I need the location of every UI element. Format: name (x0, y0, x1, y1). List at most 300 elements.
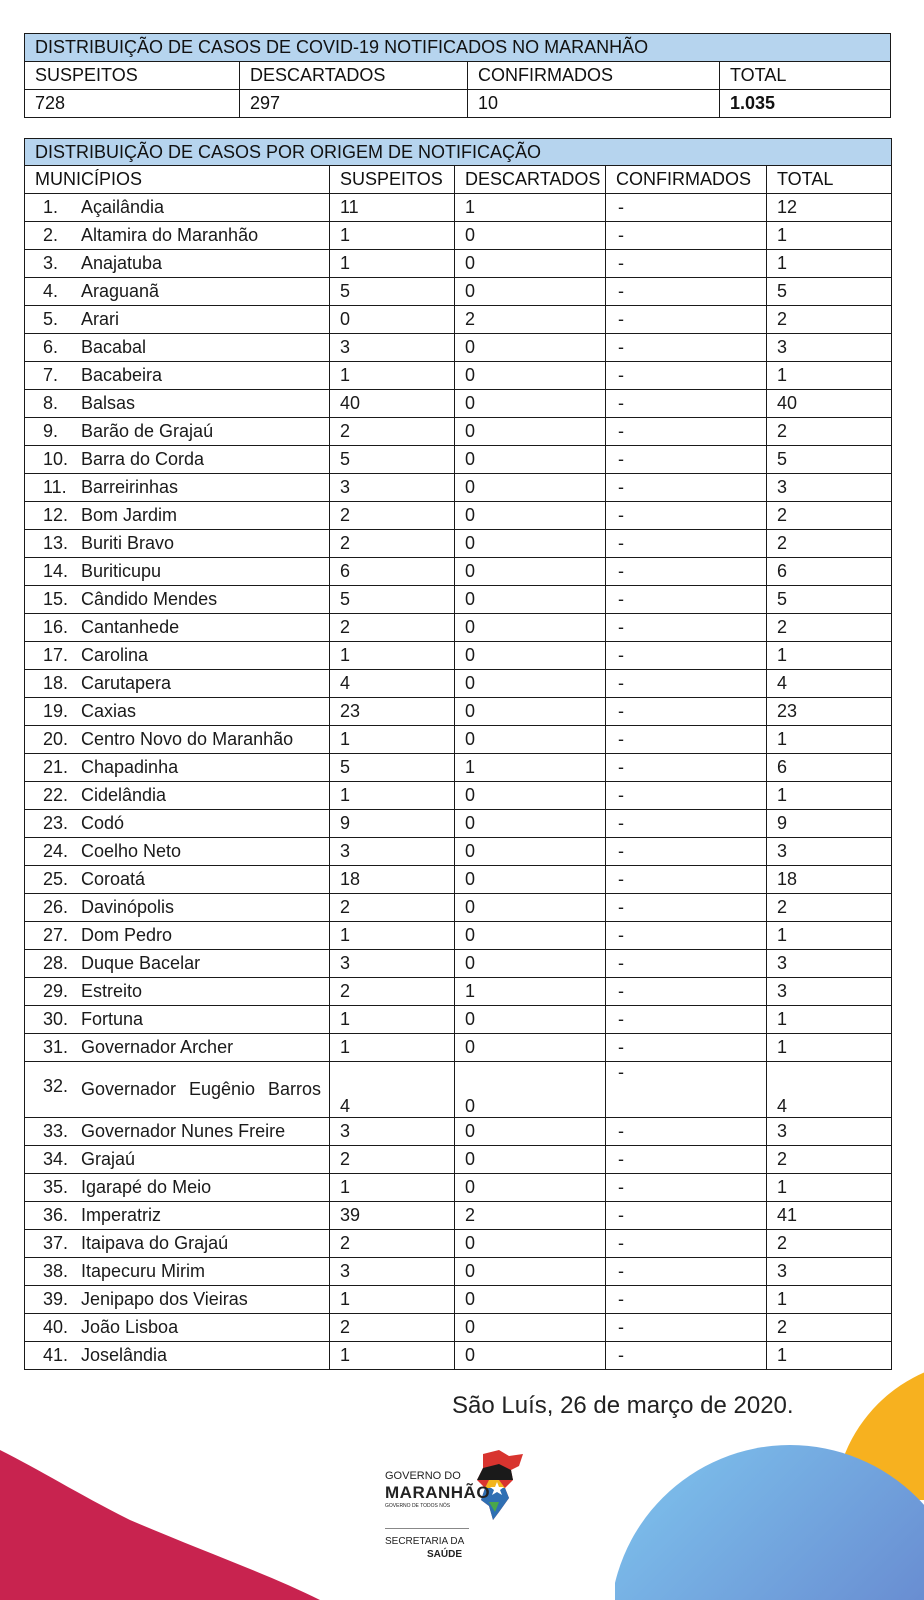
cell-confirmados: - (606, 306, 767, 334)
municipio-name: Dom Pedro (81, 925, 173, 945)
cell-descartados: 0 (455, 1286, 606, 1314)
decorative-blue-circle (615, 1440, 924, 1600)
municipio-name: Duque Bacelar (81, 953, 201, 973)
municipio-name: Estreito (81, 981, 143, 1001)
table-row (25, 1286, 892, 1314)
municipio-name: Fortuna (81, 1009, 144, 1029)
cell-descartados: 0 (455, 614, 606, 642)
cell-total: 1 (767, 782, 892, 810)
summary-table (24, 33, 891, 118)
cell-descartados: 0 (455, 922, 606, 950)
cell-descartados: 0 (455, 642, 606, 670)
cell-descartados: 0 (455, 502, 606, 530)
row-number: 2. (43, 225, 59, 245)
table-row (25, 306, 892, 334)
cases-header-suspeitos: SUSPEITOS (330, 166, 455, 194)
cell-municipio (25, 838, 330, 866)
cell-municipio (25, 670, 330, 698)
cell-municipio (25, 1006, 330, 1034)
municipio-name: Carutapera (81, 673, 172, 693)
cell-municipio (25, 698, 330, 726)
cell-descartados: 0 (455, 1118, 606, 1146)
cell-suspeitos: 1 (330, 1342, 455, 1370)
municipio-name: Cidelândia (81, 785, 167, 805)
cell-total: 9 (767, 810, 892, 838)
cell-total: 2 (767, 530, 892, 558)
cell-descartados: 0 (455, 334, 606, 362)
cell-confirmados: - (606, 1146, 767, 1174)
cell-suspeitos: 1 (330, 222, 455, 250)
table-row (25, 194, 892, 222)
municipio-name: Coroatá (81, 869, 146, 889)
row-number: 11. (43, 477, 67, 497)
cell-municipio (25, 810, 330, 838)
cell-total: 5 (767, 446, 892, 474)
cell-suspeitos: 2 (330, 1146, 455, 1174)
municipio-name: Buriti Bravo (81, 533, 175, 553)
table-row (25, 1230, 892, 1258)
table-row (25, 810, 892, 838)
cell-descartados: 0 (455, 362, 606, 390)
cell-descartados: 0 (455, 670, 606, 698)
cell-municipio (25, 1146, 330, 1174)
cell-suspeitos: 3 (330, 950, 455, 978)
cell-confirmados: - (606, 194, 767, 222)
cell-confirmados: - (606, 1174, 767, 1202)
cell-descartados: 0 (455, 838, 606, 866)
cell-descartados: 0 (455, 418, 606, 446)
cell-suspeitos: 2 (330, 1314, 455, 1342)
cell-suspeitos: 1 (330, 922, 455, 950)
table-row (25, 670, 892, 698)
cell-municipio (25, 418, 330, 446)
cell-confirmados: - (606, 1006, 767, 1034)
cell-confirmados: - (606, 810, 767, 838)
cell-total: 3 (767, 950, 892, 978)
cell-confirmados: - (606, 894, 767, 922)
cell-total: 4 (767, 1062, 892, 1118)
cell-suspeitos: 6 (330, 558, 455, 586)
row-number: 33. (43, 1121, 69, 1141)
row-number: 25. (43, 869, 69, 889)
cell-suspeitos: 3 (330, 1258, 455, 1286)
table-row (25, 586, 892, 614)
row-number: 34. (43, 1149, 69, 1169)
row-number: 9. (43, 421, 59, 441)
cell-total: 3 (767, 1118, 892, 1146)
row-number: 12. (43, 505, 69, 525)
municipio-name: Bacabal (81, 337, 147, 357)
cell-descartados: 0 (455, 446, 606, 474)
cell-suspeitos: 5 (330, 446, 455, 474)
cell-suspeitos: 11 (330, 194, 455, 222)
cell-confirmados: - (606, 558, 767, 586)
table-row (25, 1146, 892, 1174)
table-row (25, 1006, 892, 1034)
cell-total: 1 (767, 1342, 892, 1370)
cell-confirmados: - (606, 1342, 767, 1370)
cell-confirmados: - (606, 362, 767, 390)
municipio-name: Jenipapo dos Vieiras (81, 1289, 248, 1309)
municipio-name: Bacabeira (81, 365, 163, 385)
table-row (25, 1062, 892, 1118)
cell-confirmados: - (606, 334, 767, 362)
table-row (25, 978, 892, 1006)
cases-header-total: TOTAL (767, 166, 892, 194)
municipio-name: Governador Eugênio Barros (81, 1079, 321, 1099)
table-row (25, 474, 892, 502)
cases-table (24, 138, 892, 1370)
cell-total: 3 (767, 978, 892, 1006)
row-number: 1. (43, 197, 59, 217)
municipio-name: Anajatuba (81, 253, 163, 273)
decorative-red-wave (0, 1450, 340, 1600)
cases-header-descartados: DESCARTADOS (455, 166, 606, 194)
cell-descartados: 0 (455, 1062, 606, 1118)
cell-descartados: 0 (455, 1034, 606, 1062)
cell-total: 2 (767, 1230, 892, 1258)
cell-total: 41 (767, 1202, 892, 1230)
cell-total: 1 (767, 362, 892, 390)
municipio-name: Joselândia (81, 1345, 168, 1365)
municipio-name: Araguanã (81, 281, 160, 301)
cell-total: 3 (767, 334, 892, 362)
cell-confirmados: - (606, 1118, 767, 1146)
row-number: 17. (43, 645, 69, 665)
cell-total: 1 (767, 1286, 892, 1314)
table-row (25, 838, 892, 866)
cell-suspeitos: 2 (330, 614, 455, 642)
table-row (25, 418, 892, 446)
summary-value-descartados: 297 (240, 90, 468, 118)
cell-confirmados: - (606, 922, 767, 950)
cell-suspeitos: 1 (330, 1286, 455, 1314)
municipio-name: Carolina (81, 645, 149, 665)
row-number: 4. (43, 281, 59, 301)
cell-total: 1 (767, 642, 892, 670)
municipio-name: Arari (81, 309, 120, 329)
cell-descartados: 0 (455, 390, 606, 418)
table-row (25, 222, 892, 250)
cell-descartados: 0 (455, 866, 606, 894)
table-row (25, 1314, 892, 1342)
row-number: 13. (43, 533, 69, 553)
cell-municipio (25, 390, 330, 418)
cell-confirmados: - (606, 250, 767, 278)
cell-total: 2 (767, 894, 892, 922)
cell-descartados: 0 (455, 222, 606, 250)
municipio-name: Davinópolis (81, 897, 175, 917)
cell-descartados: 0 (455, 558, 606, 586)
table-row (25, 278, 892, 306)
cell-suspeitos: 2 (330, 978, 455, 1006)
cell-municipio (25, 194, 330, 222)
municipio-name: Itapecuru Mirim (81, 1261, 206, 1281)
summary-value-total: 1.035 (720, 90, 891, 118)
cell-descartados: 1 (455, 194, 606, 222)
cell-confirmados: - (606, 978, 767, 1006)
table-row (25, 446, 892, 474)
summary-header-confirmados: CONFIRMADOS (468, 62, 720, 90)
table-row (25, 614, 892, 642)
row-number: 37. (43, 1233, 69, 1253)
cell-confirmados: - (606, 474, 767, 502)
cell-suspeitos: 18 (330, 866, 455, 894)
municipio-name: Itaipava do Grajaú (81, 1233, 229, 1253)
municipio-name: Igarapé do Meio (81, 1177, 212, 1197)
cell-municipio (25, 1258, 330, 1286)
cell-total: 3 (767, 838, 892, 866)
cell-total: 2 (767, 1314, 892, 1342)
row-number: 5. (43, 309, 59, 329)
cell-total: 2 (767, 1146, 892, 1174)
summary-title: DISTRIBUIÇÃO DE CASOS DE COVID-19 NOTIFICADOS NO MARANHÃO (25, 34, 891, 62)
cell-suspeitos: 1 (330, 1174, 455, 1202)
table-row (25, 726, 892, 754)
cases-body (25, 194, 892, 1370)
cell-municipio (25, 866, 330, 894)
row-number: 24. (43, 841, 69, 861)
cases-title: DISTRIBUIÇÃO DE CASOS POR ORIGEM DE NOTIFICAÇÃO (25, 139, 892, 166)
municipio-name: Governador Archer (81, 1037, 234, 1057)
row-number: 19. (43, 701, 69, 721)
cell-confirmados: - (606, 642, 767, 670)
cell-municipio (25, 362, 330, 390)
cell-suspeitos: 2 (330, 1230, 455, 1258)
municipio-name: Barão de Grajaú (81, 421, 214, 441)
cell-descartados: 0 (455, 1174, 606, 1202)
summary-value-suspeitos: 728 (25, 90, 240, 118)
cell-descartados: 0 (455, 1258, 606, 1286)
cell-suspeitos: 3 (330, 334, 455, 362)
cell-municipio (25, 1314, 330, 1342)
table-row (25, 1342, 892, 1370)
logo-divider (385, 1528, 469, 1529)
cell-descartados: 0 (455, 1146, 606, 1174)
cell-total: 1 (767, 1174, 892, 1202)
cell-total: 6 (767, 754, 892, 782)
cell-municipio (25, 614, 330, 642)
cell-confirmados: - (606, 670, 767, 698)
cell-total: 3 (767, 474, 892, 502)
cell-suspeitos: 2 (330, 530, 455, 558)
cell-descartados: 0 (455, 1006, 606, 1034)
cell-suspeitos: 1 (330, 250, 455, 278)
cell-descartados: 0 (455, 530, 606, 558)
cell-total: 1 (767, 1034, 892, 1062)
cell-confirmados: - (606, 1034, 767, 1062)
cell-total: 6 (767, 558, 892, 586)
governo-maranhao-logo (385, 1450, 525, 1570)
cell-suspeitos: 0 (330, 306, 455, 334)
cell-descartados: 0 (455, 698, 606, 726)
logo-saude: SAÚDE (427, 1549, 463, 1560)
cell-suspeitos: 1 (330, 726, 455, 754)
row-number: 28. (43, 953, 69, 973)
cell-descartados: 0 (455, 250, 606, 278)
row-number: 40. (43, 1317, 69, 1337)
row-number: 30. (43, 1009, 69, 1029)
table-row (25, 782, 892, 810)
cell-municipio (25, 222, 330, 250)
municipio-name: Açailândia (81, 197, 165, 217)
cell-municipio (25, 334, 330, 362)
cell-municipio (25, 978, 330, 1006)
table-row (25, 502, 892, 530)
cell-municipio (25, 474, 330, 502)
municipio-name: Grajaú (81, 1149, 136, 1169)
table-row (25, 1118, 892, 1146)
table-row (25, 334, 892, 362)
cell-confirmados: - (606, 726, 767, 754)
table-row (25, 390, 892, 418)
municipio-name: João Lisboa (81, 1317, 179, 1337)
table-row (25, 362, 892, 390)
cell-total: 1 (767, 1006, 892, 1034)
municipio-name: Bom Jardim (81, 505, 178, 525)
cell-municipio (25, 502, 330, 530)
cell-confirmados: - (606, 278, 767, 306)
logo-secretaria-da: SECRETARIA DA (385, 1536, 465, 1547)
cell-suspeitos: 3 (330, 474, 455, 502)
cell-suspeitos: 4 (330, 670, 455, 698)
row-number: 8. (43, 393, 59, 413)
row-number: 18. (43, 673, 69, 693)
cases-header-municipios: MUNICÍPIOS (25, 166, 330, 194)
cell-municipio (25, 782, 330, 810)
cell-municipio (25, 278, 330, 306)
cell-confirmados: - (606, 222, 767, 250)
table-row (25, 1202, 892, 1230)
cell-suspeitos: 1 (330, 362, 455, 390)
cell-suspeitos: 1 (330, 782, 455, 810)
cell-descartados: 2 (455, 1202, 606, 1230)
row-number: 20. (43, 729, 69, 749)
cell-suspeitos: 23 (330, 698, 455, 726)
cell-confirmados: - (606, 1286, 767, 1314)
summary-header-suspeitos: SUSPEITOS (25, 62, 240, 90)
cell-municipio (25, 558, 330, 586)
cell-descartados: 0 (455, 474, 606, 502)
row-number: 10. (43, 449, 69, 469)
cell-total: 2 (767, 418, 892, 446)
cell-descartados: 0 (455, 726, 606, 754)
table-row (25, 1034, 892, 1062)
cell-municipio (25, 1342, 330, 1370)
footer-date: São Luís, 26 de março de 2020. (452, 1392, 794, 1419)
row-number: 14. (43, 561, 69, 581)
row-number: 31. (43, 1037, 69, 1057)
row-number: 22. (43, 785, 69, 805)
cell-total: 2 (767, 306, 892, 334)
cell-municipio (25, 1062, 330, 1118)
cell-municipio (25, 1174, 330, 1202)
cell-suspeitos: 9 (330, 810, 455, 838)
table-row (25, 642, 892, 670)
cell-total: 40 (767, 390, 892, 418)
cell-total: 1 (767, 726, 892, 754)
cell-total: 2 (767, 614, 892, 642)
cell-suspeitos: 40 (330, 390, 455, 418)
cell-municipio (25, 922, 330, 950)
cell-confirmados: - (606, 390, 767, 418)
cell-municipio (25, 530, 330, 558)
cell-descartados: 1 (455, 978, 606, 1006)
cell-confirmados: - (606, 782, 767, 810)
municipio-name: Buriticupu (81, 561, 162, 581)
cell-descartados: 0 (455, 586, 606, 614)
municipio-name: Centro Novo do Maranhão (81, 729, 294, 749)
cell-suspeitos: 1 (330, 1034, 455, 1062)
row-number: 29. (43, 981, 69, 1001)
table-row (25, 1258, 892, 1286)
row-number: 41. (43, 1345, 69, 1365)
cell-descartados: 1 (455, 754, 606, 782)
cell-descartados: 0 (455, 810, 606, 838)
row-number: 38. (43, 1261, 69, 1281)
cell-confirmados: - (606, 950, 767, 978)
cell-municipio (25, 1202, 330, 1230)
cell-total: 5 (767, 278, 892, 306)
cell-descartados: 0 (455, 1230, 606, 1258)
cell-confirmados: - (606, 1314, 767, 1342)
cell-municipio (25, 1034, 330, 1062)
cell-suspeitos: 4 (330, 1062, 455, 1118)
cell-municipio (25, 250, 330, 278)
row-number: 36. (43, 1205, 69, 1225)
cell-confirmados: - (606, 866, 767, 894)
cell-suspeitos: 39 (330, 1202, 455, 1230)
table-row (25, 866, 892, 894)
cell-confirmados: - (606, 586, 767, 614)
municipio-name: Altamira do Maranhão (81, 225, 259, 245)
cell-total: 1 (767, 922, 892, 950)
cell-suspeitos: 5 (330, 754, 455, 782)
municipio-name: Caxias (81, 701, 137, 721)
cell-confirmados: - (606, 698, 767, 726)
cell-suspeitos: 2 (330, 502, 455, 530)
cell-municipio (25, 446, 330, 474)
cell-suspeitos: 1 (330, 642, 455, 670)
table-row (25, 1174, 892, 1202)
cell-descartados: 2 (455, 306, 606, 334)
row-number: 39. (43, 1289, 69, 1309)
table-row (25, 530, 892, 558)
summary-value-confirmados: 10 (468, 90, 720, 118)
municipio-name: Barreirinhas (81, 477, 179, 497)
cell-confirmados: - (606, 1202, 767, 1230)
cell-total: 23 (767, 698, 892, 726)
cell-descartados: 0 (455, 1314, 606, 1342)
row-number: 7. (43, 365, 59, 385)
municipio-name: Cândido Mendes (81, 589, 218, 609)
municipio-name: Imperatriz (81, 1205, 162, 1225)
table-row (25, 698, 892, 726)
row-number: 32. (43, 1076, 69, 1096)
cell-suspeitos: 3 (330, 1118, 455, 1146)
table-row (25, 894, 892, 922)
row-number: 6. (43, 337, 59, 357)
cell-descartados: 0 (455, 782, 606, 810)
cell-municipio (25, 754, 330, 782)
logo-governo-do: GOVERNO DO (385, 1470, 461, 1482)
row-number: 15. (43, 589, 69, 609)
table-row (25, 950, 892, 978)
row-number: 26. (43, 897, 69, 917)
municipio-name: Barra do Corda (81, 449, 205, 469)
cell-municipio (25, 894, 330, 922)
cell-total: 5 (767, 586, 892, 614)
